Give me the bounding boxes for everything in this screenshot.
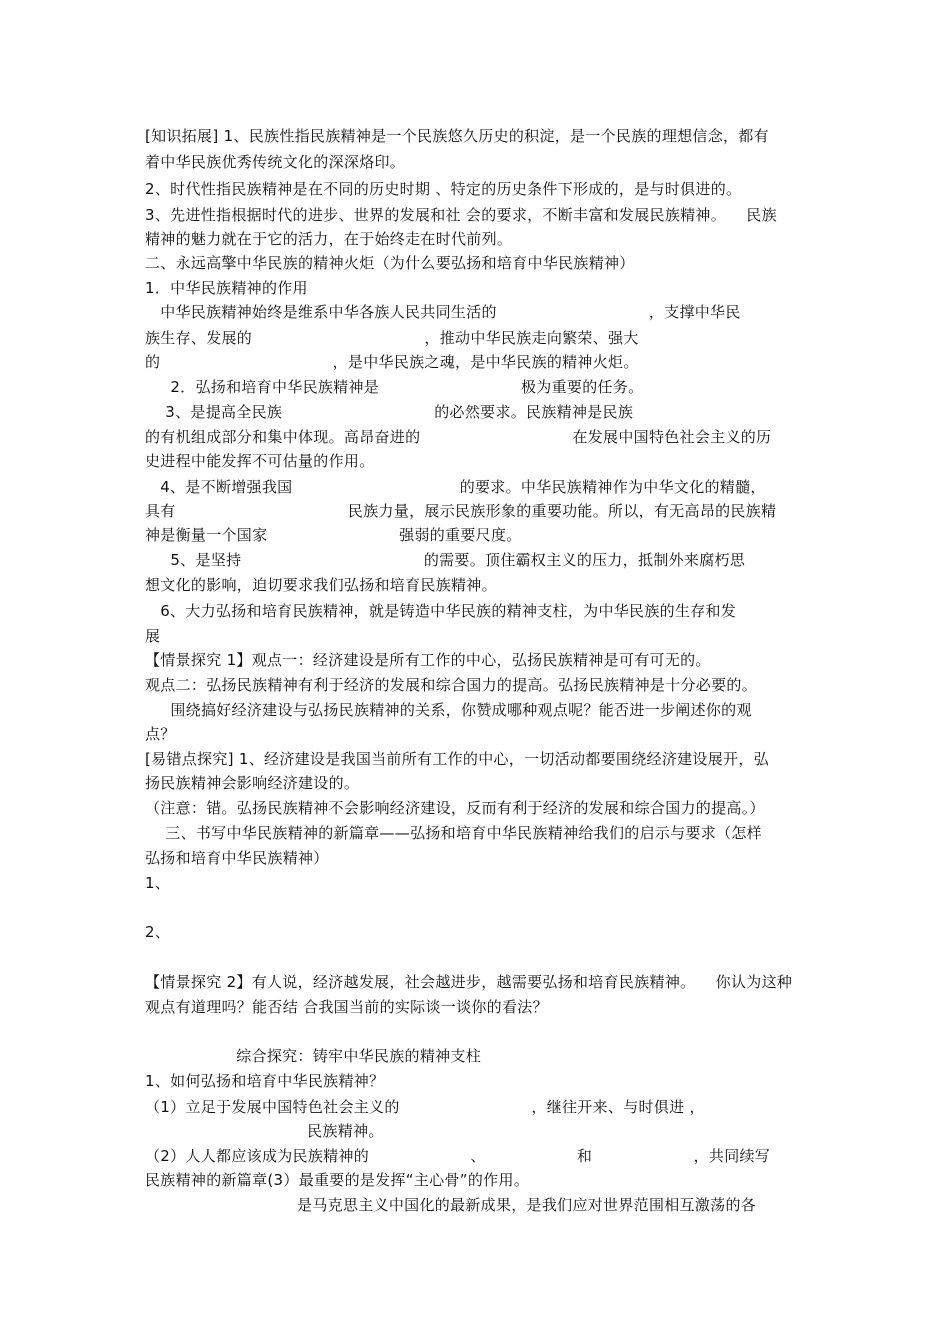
text-line: 具有 民族力量，展示民族形象的重要功能。所以，有无高昂的民族精 (145, 502, 777, 520)
text-line: 观点二：弘扬民族精神有利于经济的发展和综合国力的提高。弘扬民族精神是十分必要的。 (145, 676, 758, 694)
text-line: 的 ，是中华民族之魂，是中华民族的精神火炬。 (145, 353, 639, 371)
text-line: 展 (145, 627, 161, 645)
text-line: （1）立足于发展中国特色社会主义的 ，继往开来、与时俱进 ， (145, 1098, 705, 1116)
list-item: 2、 (145, 923, 171, 941)
list-item: 1、 (145, 874, 171, 892)
text-line: 6、大力弘扬和培育民族精神，就是铸造中华民族的精神支柱，为中华民族的生存和发 (145, 602, 737, 620)
text-line: 1．中华民族精神的作用 (145, 279, 308, 297)
text-line: 弘扬和培育中华民族精神） (145, 849, 329, 867)
text-line: 1、如何弘扬和培育中华民族精神？ (145, 1072, 385, 1090)
text-line: 3、先进性指根据时代的进步、世界的发展和社 会的要求，不断丰富和发展民族精神。 民族 (145, 206, 777, 224)
text-line: 着中华民族优秀传统文化的深深烙印。 (145, 153, 406, 171)
text-line: [易错点探究] 1、经济建设是我国当前所有工作的中心，一切活动都要围绕经济建设展开，弘 (145, 750, 769, 768)
text-line: 是马克思主义中国化的最新成果，是我们应对世界范围相互激荡的各 (145, 1196, 757, 1214)
text-line: 点？ (145, 725, 176, 743)
text-line: （2）人人都应该成为民族精神的 、 和 ，共同续写 (145, 1147, 771, 1165)
text-line: [知识拓展] 1、民族性指民族精神是一个民族悠久历史的积淀，是一个民族的理想信念，都有 (145, 127, 769, 145)
text-line: 【情景探究 2】有人说，经济越发展，社会越进步，越需要弘扬和培育民族精神。 你认为这种 (145, 973, 793, 991)
text-line: 民族精神的新篇章(3）最重要的是发挥“主心骨”的作用。 (145, 1171, 530, 1189)
text-line: 扬民族精神会影响经济建设的。 (145, 774, 360, 792)
text-line: 神是衡量一个国家 强弱的重要尺度。 (145, 526, 522, 544)
text-line: 民族精神。 (145, 1122, 384, 1140)
text-line: 5、是坚持 的需要。顶住霸权主义的压力，抵制外来腐朽思 (145, 551, 746, 569)
text-line: 精神的魅力就在于它的活力，在于始终走在时代前列。 (145, 230, 513, 248)
text-line: 2．弘扬和培育中华民族精神是 极为重要的任务。 (145, 378, 644, 396)
text-line: 4、是不断增强我国 的要求。中华民族精神作为中华文化的精髓， (145, 478, 766, 496)
text-line: 2、时代性指民族精神是在不同的历史时期 、特定的历史条件下形成的，是与时俱进的。 (145, 180, 742, 198)
text-line: 的有机组成部分和集中体现。高昂奋进的 在发展中国特色社会主义的历 (145, 428, 772, 446)
text-line: 观点有道理吗？能否结 合我国当前的实际谈一谈你的看法？ (145, 998, 548, 1016)
text-line: 族生存、发展的 ，推动中华民族走向繁荣、强大 (145, 329, 639, 347)
text-line: （注意：错。弘扬民族精神不会影响经济建设，反而有利于经济的发展和综合国力的提高。） (145, 799, 765, 817)
text-line: 【情景探究 1】观点一：经济建设是所有工作的中心，弘扬民族精神是可有可无的。 (145, 651, 711, 669)
section-heading: 二、永远高擎中华民族的精神火炬（为什么要弘扬和培育中华民族精神） (145, 254, 635, 272)
text-line: 想文化的影响，迫切要求我们弘扬和培育民族精神。 (145, 576, 497, 594)
text-line: 史进程中能发挥不可估量的作用。 (145, 452, 375, 470)
section-heading: 三、书写中华民族精神的新篇章——弘扬和培育中华民族精神给我们的启示与要求（怎样 (145, 824, 762, 842)
text-line: 3、是提高全民族 的必然要求。民族精神是民族 (145, 403, 634, 421)
section-heading: 综合探究：铸牢中华民族的精神支柱 (145, 1047, 482, 1065)
text-line: 围绕搞好经济建设与弘扬民族精神的关系，你赞成哪种观点呢？能否进一步阐述你的观 (145, 701, 752, 719)
text-line: 中华民族精神始终是维系中华各族人民共同生活的 ，支撑中华民 (145, 303, 741, 321)
